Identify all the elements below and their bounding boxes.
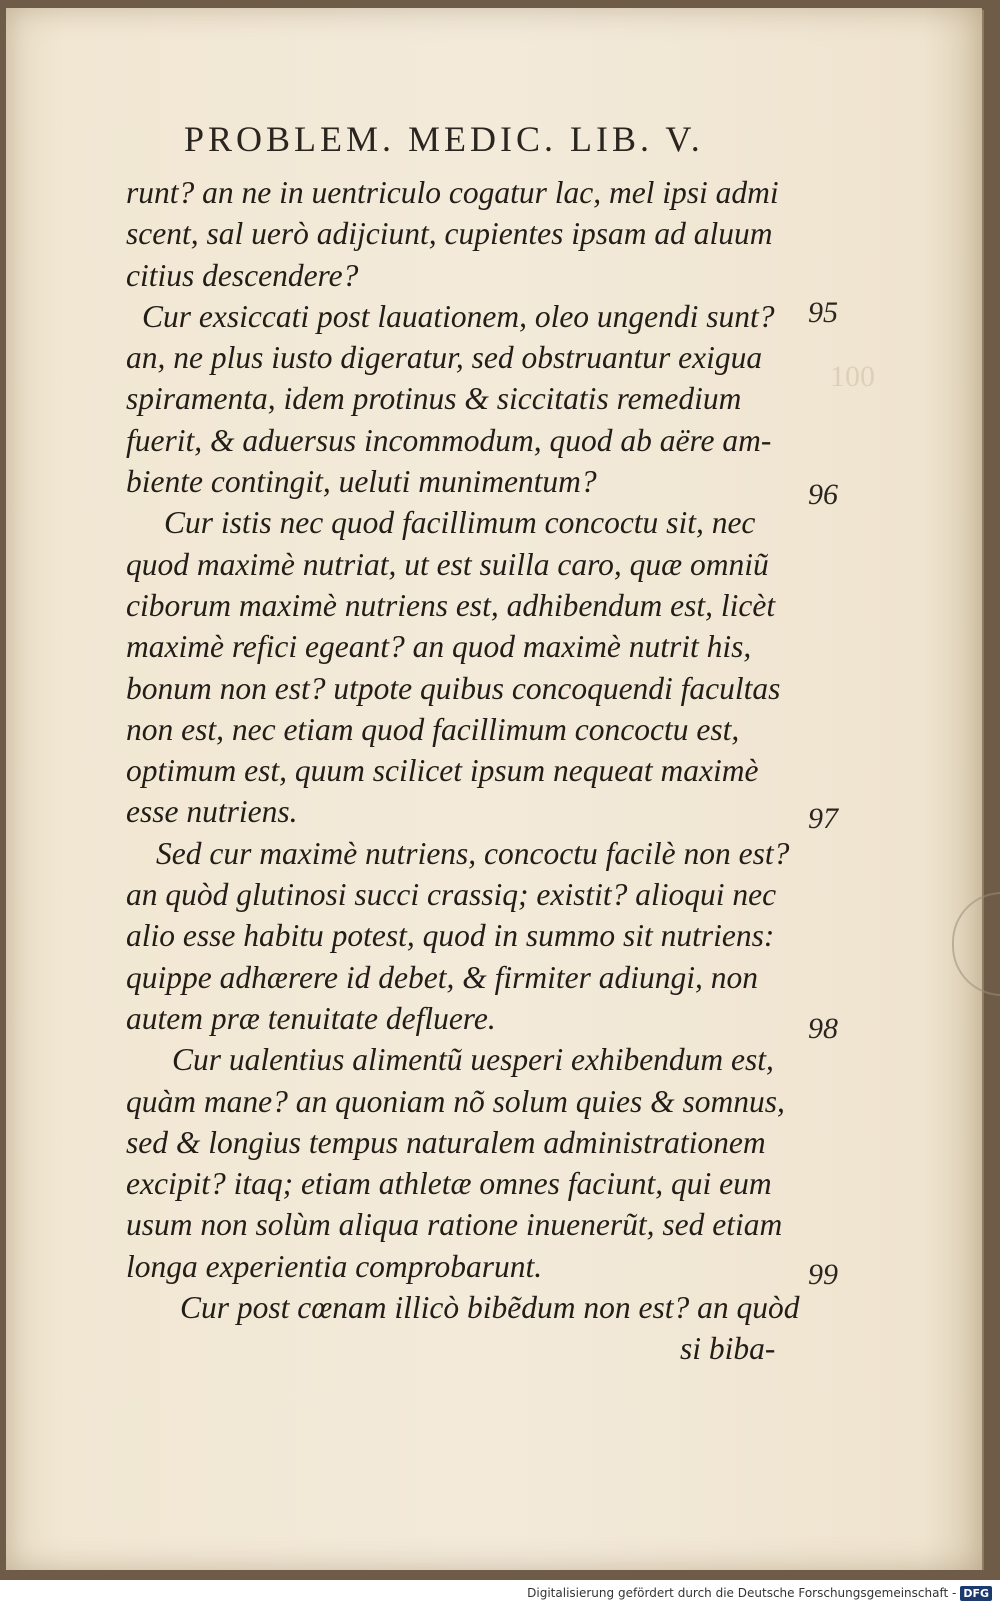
text-line: alio esse habitu potest, quod in summo sit nutriens: [126,918,775,954]
text-line: spiramenta, idem protinus & siccitatis remedium [126,381,742,417]
dfg-logo: DFG [960,1586,992,1601]
page-body [126,172,800,1370]
problem-number: 97 [808,802,838,835]
text-line: esse nutriens. [126,794,298,830]
text-line: an quòd glutinosi succi crassiq; existit? alioqui nec [126,877,777,913]
text-line: excipit? itaq; etiam athletæ omnes faciunt, qui eum [126,1166,772,1202]
text-line: citius descendere? [126,257,359,293]
text-line: biente contingit, ueluti munimentum? [126,464,597,500]
text-line: ciborum maximè nutriens est, adhibendum est, licèt [126,587,776,623]
text-line: maximè refici egeant? an quod maximè nutrit his, [126,629,752,665]
text-line: Cur ualentius alimentũ uesperi exhibendum est, [172,1042,774,1078]
text-line: fuerit, & aduersus incommodum, quod ab aëre am- [126,422,772,458]
text-line: an, ne plus iusto digeratur, sed obstruantur exigua [126,340,763,376]
footer-credit: Digitalisierung gefördert durch die Deutsche Forschungsgemeinschaft - [527,1586,957,1600]
text-line: bonum non est? utpote quibus concoquendi facultas [126,670,781,706]
running-head: PROBLEM. MEDIC. LIB. V. [184,119,704,159]
text-line: usum non solùm aliqua ratione inuenerũt, sed etiam [126,1207,783,1243]
text-line: scent, sal uerò adijciunt, cupientes ipsam ad aluum [126,216,773,252]
text-line: longa experientia comprobarunt. [126,1248,543,1284]
text-line: sed & longius tempus naturalem administrationem [126,1124,766,1160]
text-line: quippe adhærere id debet, & firmiter adiungi, non [126,959,758,995]
show-through-number: 100 [830,360,875,393]
text-line: Cur istis nec quod facillimum concoctu sit, nec [164,505,756,541]
problem-number: 98 [808,1012,838,1045]
problem-number: 99 [808,1258,838,1291]
text-line: Cur post cœnam illicò bibẽdum non est? an quòd [180,1290,800,1326]
text-line: si biba- [680,1331,776,1367]
text-line: Cur exsiccati post lauationem, oleo ungendi sunt? [142,298,775,334]
text-line: non est, nec etiam quod facillimum concoctu est, [126,711,740,747]
text-line: autem præ tenuitate defluere. [126,1000,496,1036]
text-line: quàm mane? an quoniam nõ solum quies & somnus, [126,1083,785,1119]
text-line: optimum est, quum scilicet ipsum nequeat maximè [126,753,759,789]
text-line: quod maximè nutriat, ut est suilla caro, quæ omniũ [126,546,769,582]
text-line: runt? an ne in uentriculo cogatur lac, mel ipsi admi [126,175,779,210]
problem-number: 95 [808,296,838,329]
text-line: Sed cur maximè nutriens, concoctu facilè non est? [156,835,790,871]
digitization-footer [0,1580,1000,1606]
problem-number: 96 [808,478,838,511]
